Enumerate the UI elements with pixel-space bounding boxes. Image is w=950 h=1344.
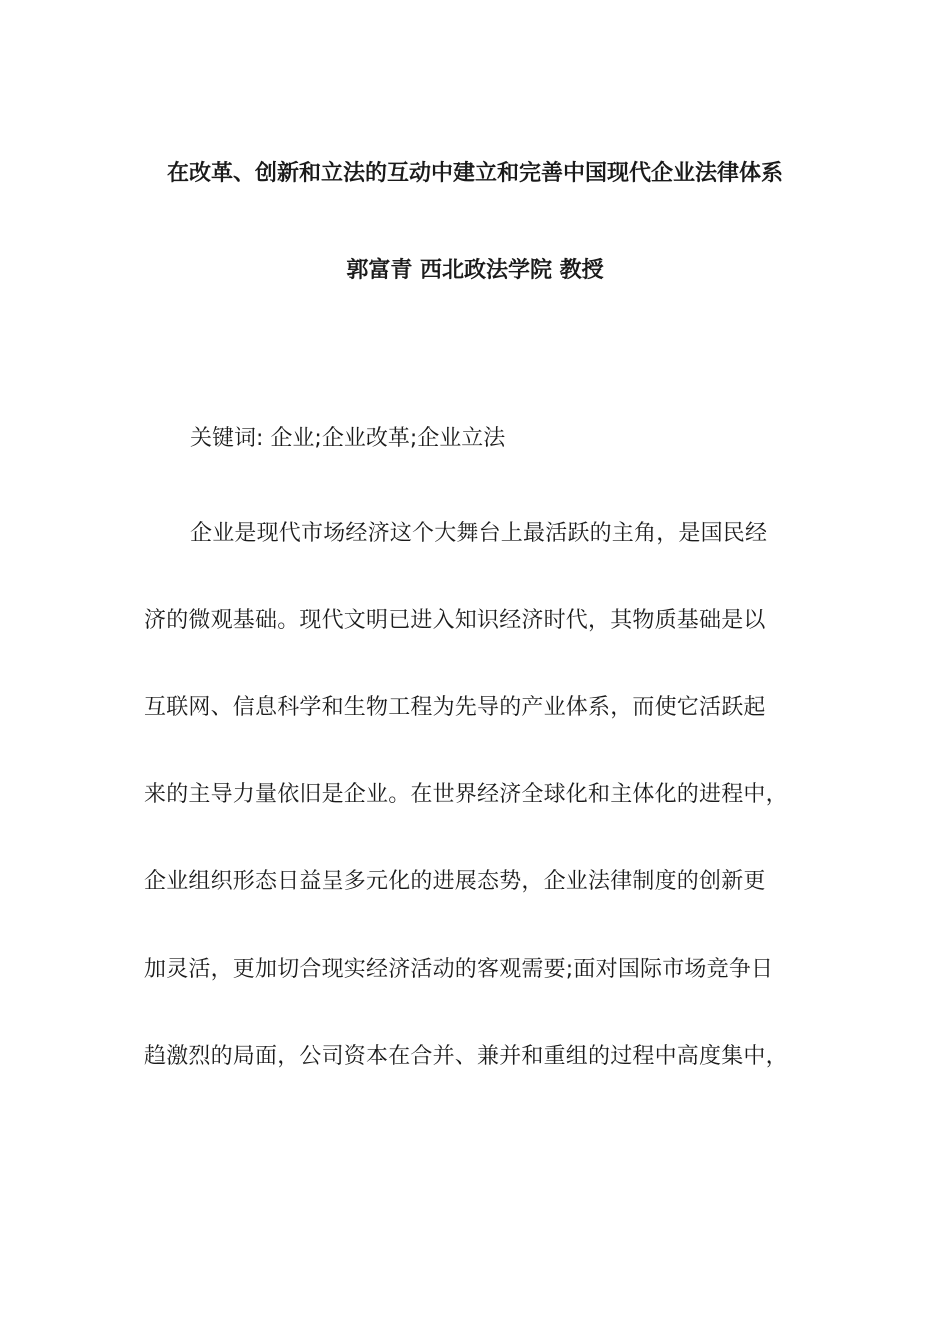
- author-line: 郭富青 西北政法学院 教授: [346, 258, 604, 283]
- body-text-line: 企业组织形态日益呈多元化的进展态势，企业法律制度的创新更: [144, 869, 766, 894]
- body-text-line: 趋激烈的局面，公司资本在合并、兼并和重组的过程中高度集中，: [144, 1044, 788, 1069]
- body-text-line: 济的微观基础。现代文明已进入知识经济时代，其物质基础是以: [144, 608, 766, 633]
- document-title: 在改革、创新和立法的互动中建立和完善中国现代企业法律体系: [166, 161, 783, 186]
- body-text-line: 互联网、信息科学和生物工程为先导的产业体系，而使它活跃起: [144, 695, 766, 720]
- body-text-line: 加灵活，更加切合现实经济活动的客观需要;面对国际市场竞争日: [144, 957, 774, 982]
- body-text-line: 来的主导力量依旧是企业。在世界经济全球化和主体化的进程中，: [144, 782, 788, 807]
- body-text-line: 企业是现代市场经济这个大舞台上最活跃的主角，是国民经: [190, 521, 768, 546]
- keywords-line: 关键词: 企业;企业改革;企业立法: [190, 426, 506, 451]
